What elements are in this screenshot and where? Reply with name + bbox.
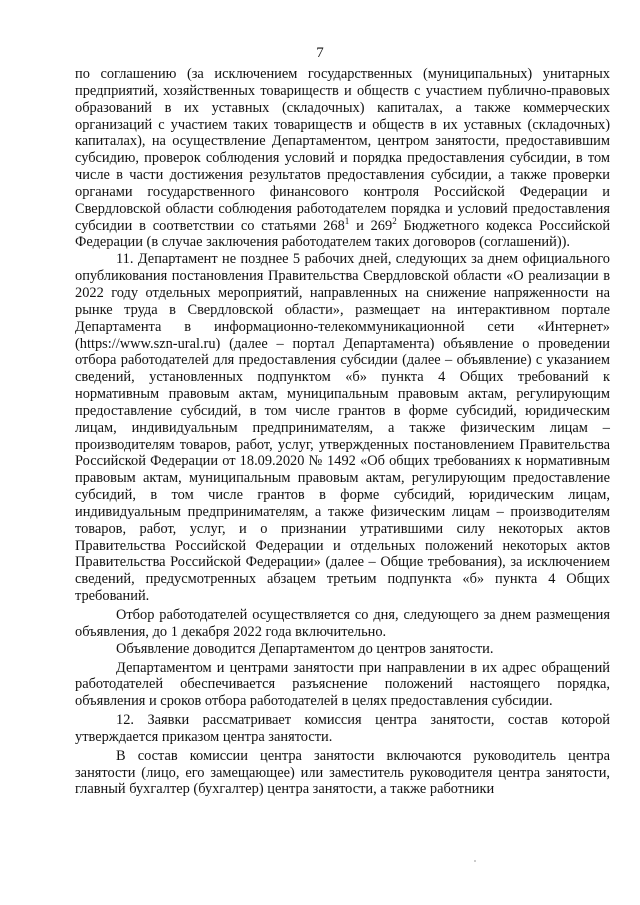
scan-speck [474, 860, 476, 862]
paragraph-item-11: 11. Департамент не позднее 5 рабочих дней, следующих за днем официального опубликования постановления Правительства Свердловской области «О реализации в 2022 году отдельных мероприятий, направленных на снижение напряженности на рынке труда в Свердловской области», размещает на интерактивном портале Департамента в информационно-телекоммуникационной сети «Интернет» (https://www.szn-ural.ru) (далее – портал Департамента) объявление о проведении отбора работодателей для предоставления субсидии (далее – объявление) с указанием сведений, установленных подпунктом «б» пункта 4 Общих требований к нормативным правовым актам, муниципальным правовым актам, регулирующим предоставление субсидий, в том числе грантов в форме субсидий, юридическим лицам, индивидуальным предпринимателям, а также физическим лицам – производителям товаров, работ, услуг, утвержденных постановлением Правительства Российской Федерации от 18.09.2020 № 1492 «Об общих требованиях к нормативным правовым актам, муниципальным правовым актам, регулирующим предоставление субсидий, в том числе грантов в форме субсидий, юридическим лицам, индивидуальным предпринимателям, а также физическим лицам – производителям товаров, работ, услуг, и о признании утратившими силу некоторых актов Правительства Российской Федерации и отдельных положений некоторых актов Правительства Российской Федерации» (далее – Общие требования), за исключением сведений, предусмотренных абзацем третьим подпункта «б» пункта 4 Общих требований. [75, 251, 610, 605]
paragraph-text-mid: и 269 [349, 217, 393, 234]
paragraph-clarification: Департаментом и центрами занятости при направлении в их адрес обращений работодателей обеспечивается разъяснение положений настоящего порядка, объявления и сроков отбора работодателей в целях предоставления субсидии. [75, 659, 610, 710]
document-body [75, 66, 610, 798]
superscript-1: 1 [344, 215, 350, 226]
paragraph-commission: В состав комиссии центра занятости включаются руководитель центра занятости (лицо, его замещающее) или заместитель руководителя центра занятости, главный бухгалтер (бухгалтер) центра занятости, а также работники [75, 747, 610, 798]
paragraph-continuation [75, 66, 610, 251]
paragraph-text: по соглашению (за исключением государственных (муниципальных) унитарных предприятий, хозяйственных товариществ и обществ с участием публично-правовых образований в их уставных (складочных) капиталах, а также коммерческих организаций с участием таких товариществ и обществ в их уставных (складочных) капиталах), на осуществление Департаментом, центром занятости, предоставившим субсидию, проверок соблюдения условий и порядка предоставления субсидии, в том числе в части достижения результатов предоставления субсидии, а также проверки органами государственного финансового контроля Российской Федерации и Свердловской области соблюдения работодателем порядка и условий предоставления субсидии в соответствии со статьями 268 [75, 66, 610, 234]
paragraph-announcement: Объявление доводится Департаментом до центров занятости. [116, 640, 494, 657]
paragraph-text-tail: Бюджетного кодекса Российской Федерации (в случае заключения работодателем таких договоров (соглашений)). [75, 217, 611, 251]
paragraph-selection-period: Отбор работодателей осуществляется со дня, следующего за днем размещения объявления, до 1 декабря 2022 года включительно. [75, 607, 610, 640]
paragraph-item-12: 12. Заявки рассматривает комиссия центра занятости, состав которой утверждается приказом центра занятости. [75, 712, 610, 745]
superscript-2: 2 [392, 215, 397, 226]
page-number: 7 [316, 45, 324, 61]
